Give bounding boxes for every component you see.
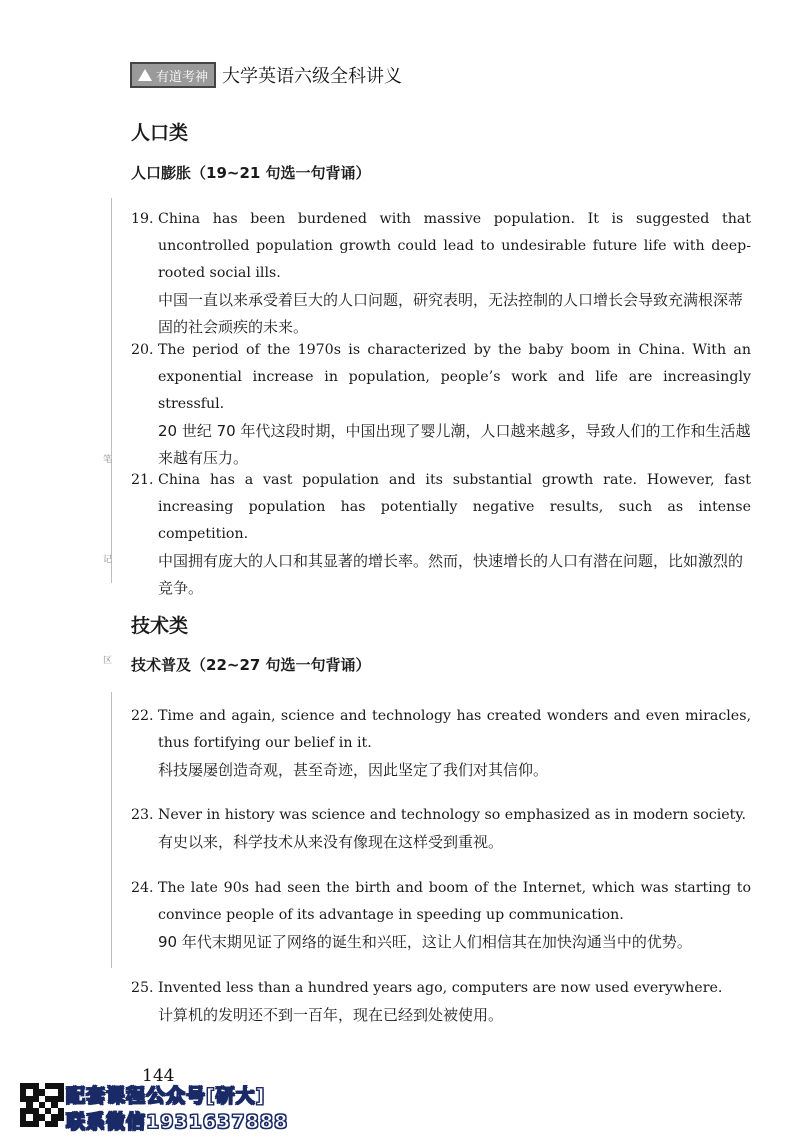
publisher-logo: [130, 62, 216, 88]
chinese-translation: 计算机的发明还不到一百年，现在已经到处被使用。: [158, 1006, 504, 1024]
margin-rule: [111, 692, 112, 968]
subsection-heading-population-growth: [131, 162, 371, 183]
chinese-translation: 90 年代末期见证了网络的诞生和兴旺，这让人们相信其在加快沟通当中的优势。: [158, 933, 692, 951]
english-sentence: The period of the 1970s is characterized by the baby boom in China. With an exponential increase in population, people’s work and life are increasingly stressful.: [158, 342, 751, 412]
item-number: 23.: [131, 807, 154, 823]
margin-rule: [111, 198, 112, 583]
logo-text: 有道考神: [156, 69, 209, 85]
page-number: 144: [142, 1066, 175, 1086]
item-number: 19.: [131, 211, 154, 227]
chinese-translation: 中国一直以来承受着巨大的人口问题，研究表明，无法控制的人口增长会导致充满根深蒂固的社会顽疾的未来。: [158, 291, 744, 336]
sentence-item-24: [131, 875, 751, 956]
item-number: 25.: [131, 980, 154, 996]
english-sentence: China has been burdened with massive population. It is suggested that uncontrolled population growth could lead to undesirable future life with deep-rooted social ills.: [158, 211, 751, 281]
section-heading-technology: 技术类: [131, 615, 189, 637]
item-number: 20.: [131, 342, 154, 358]
sentence-item-22: [131, 703, 751, 784]
promo-banner-line-1: 配套课程公众号[研大]: [66, 1085, 266, 1107]
subsection-heading-tech-popularization: [131, 654, 371, 675]
english-sentence: The late 90s had seen the birth and boom of the Internet, which was starting to convince people of its advantage in speeding up communication.: [158, 880, 751, 923]
margin-note-ji: 记: [103, 555, 113, 565]
english-sentence: China has a vast population and its substantial growth rate. However, fast increasing population has potentially negative results, such as intense competition.: [158, 472, 751, 542]
section-heading-population: 人口类: [131, 122, 189, 144]
item-number: 22.: [131, 708, 154, 724]
promo-banner-line-2: 联系微信1931637888: [66, 1111, 289, 1133]
sentence-item-20: [131, 337, 751, 472]
chinese-translation: 科技屡屡创造奇观，甚至奇迹，因此坚定了我们对其信仰。: [158, 761, 549, 779]
subheading-note: （22~27 句选一句背诵）: [191, 656, 371, 674]
chinese-translation: 20 世纪 70 年代这段时期，中国出现了婴儿潮，人口越来越多，导致人们的工作和生活越来越有压力。: [158, 422, 751, 467]
english-sentence: Time and again, science and technology has created wonders and even miracles, thus fortifying our belief in it.: [158, 708, 751, 751]
running-header: [130, 62, 402, 88]
item-number: 21.: [131, 472, 154, 488]
sentence-item-25: [131, 975, 751, 1029]
book-title: 大学英语六级全科讲义: [222, 66, 403, 87]
subheading-label: 人口膨胀: [131, 164, 192, 182]
item-number: 24.: [131, 880, 154, 896]
margin-note-qu: 区: [103, 656, 113, 666]
sentence-item-23: [131, 802, 751, 856]
english-sentence: Invented less than a hundred years ago, computers are now used everywhere.: [158, 980, 723, 996]
chinese-translation: 中国拥有庞大的人口和其显著的增长率。然而，快速增长的人口有潜在问题，比如激烈的竞争。: [158, 552, 744, 597]
sentence-item-21: [131, 467, 751, 602]
subheading-note: （19~21 句选一句背诵）: [191, 164, 371, 182]
subheading-label: 技术普及: [131, 656, 192, 674]
margin-note-bi: 笔: [103, 455, 113, 465]
qr-code-icon: [20, 1083, 64, 1127]
sentence-item-19: [131, 206, 751, 341]
chinese-translation: 有史以来，科学技术从来没有像现在这样受到重视。: [158, 833, 504, 851]
mountain-icon: [138, 69, 152, 81]
english-sentence: Never in history was science and technology so emphasized as in modern society.: [158, 807, 746, 823]
